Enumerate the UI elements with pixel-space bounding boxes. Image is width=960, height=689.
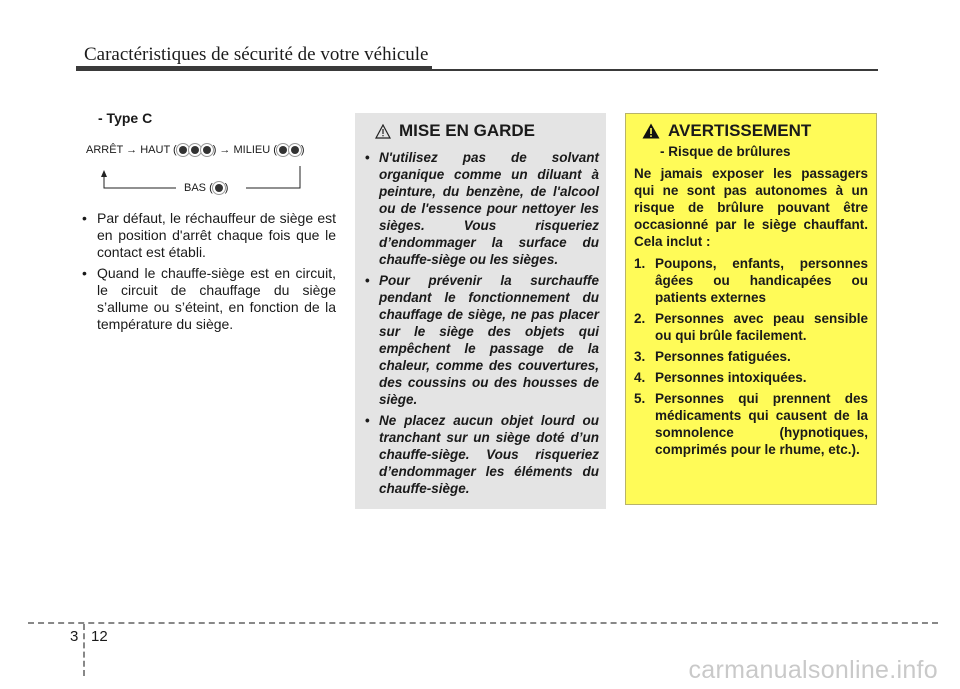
footer-divider [28,622,938,624]
seq-high: HAUT ( [140,144,177,156]
header-rule [76,66,432,71]
list-item: • Ne placez aucun objet lourd ou tranchant sur un siège doté d’un chauffe-siège. Vous risqueriez d’endommager les éléments du chauffe-siège. [365,412,599,497]
list-item: 3. Personnes fatiguées. [634,349,791,364]
list-item: 2. Personnes avec peau sensible ou qui brûle facilement. [634,311,868,343]
chapter-number: 3 [70,628,79,645]
seq-paren: ) [300,144,305,156]
list-item: • Pour prévenir la surchauffe pendant le fonctionnement du chauffage de siège, ne pas placer sur le siège des objets qui empêchent le passage de la chaleur, comme des couvertures, des coussins ou des housses de siège. [365,272,599,408]
dot-icon [291,146,299,154]
warning-subtitle: - Risque de brûlures [660,144,791,159]
arrow-right-icon: → [126,144,138,156]
heater-sequence [86,144,305,156]
page-header-title: Caractéristiques de sécurité de votre véhicule [84,44,429,65]
warning-triangle-icon [642,123,660,139]
footer-divider-vertical [83,624,85,676]
page-number: 12 [91,628,108,645]
seq-paren: ) [212,144,217,156]
dot-icon [179,146,187,154]
dot-icon [279,146,287,154]
caution-triangle-icon [375,124,391,139]
seq-medium: MILIEU ( [233,144,277,156]
list-item: 1. Poupons, enfants, personnes âgées ou handicapées ou patients externes [634,256,868,305]
caution-title: MISE EN GARDE [375,121,599,141]
list-item: 4. Personnes intoxiquées. [634,370,807,385]
type-heading: - Type C [98,110,153,126]
dot-icon [191,146,199,154]
list-item: • Quand le chauffe-siège est en circuit, le circuit de chauffage du siège s’allume ou s’éteint, en fonction de la température du siège. [82,265,336,333]
warning-title: AVERTISSEMENT [642,121,868,141]
dot-icon [203,146,211,154]
warning-intro: Ne jamais exposer les passagers qui ne sont pas autonomes à un risque de brûlure pouvant être occasionné par le siège chauffant. Cela inclut : [634,166,868,249]
warning-box [625,113,877,505]
list-item: • Par défaut, le réchauffeur de siège est en position d'arrêt chaque fois que le contact est établi. [82,210,336,261]
dot-icon [215,184,223,192]
arrow-right-icon: → [219,144,231,156]
list-item: • N'utilisez pas de solvant organique comme un diluant à peinture, du benzène, de l'alcool ou de l'essence pour nettoyer les sièges. Vous risqueriez d’endommager la surface du chauffe-siège ou les sièges. [365,149,599,268]
warning-list [634,255,868,458]
seq-off: ARRÊT [86,144,124,156]
list-item: 5. Personnes qui prennent des médicaments qui causent de la somnolence (hypnotiques, comprimés pour le rhume, etc.). [634,391,868,457]
header-rule-thin [432,69,878,71]
caution-list [365,149,599,497]
seq-low: BAS ( ) [184,182,229,194]
info-bullets [82,210,336,337]
watermark: carmanualsonline.info [688,656,938,684]
caution-box [355,113,606,509]
